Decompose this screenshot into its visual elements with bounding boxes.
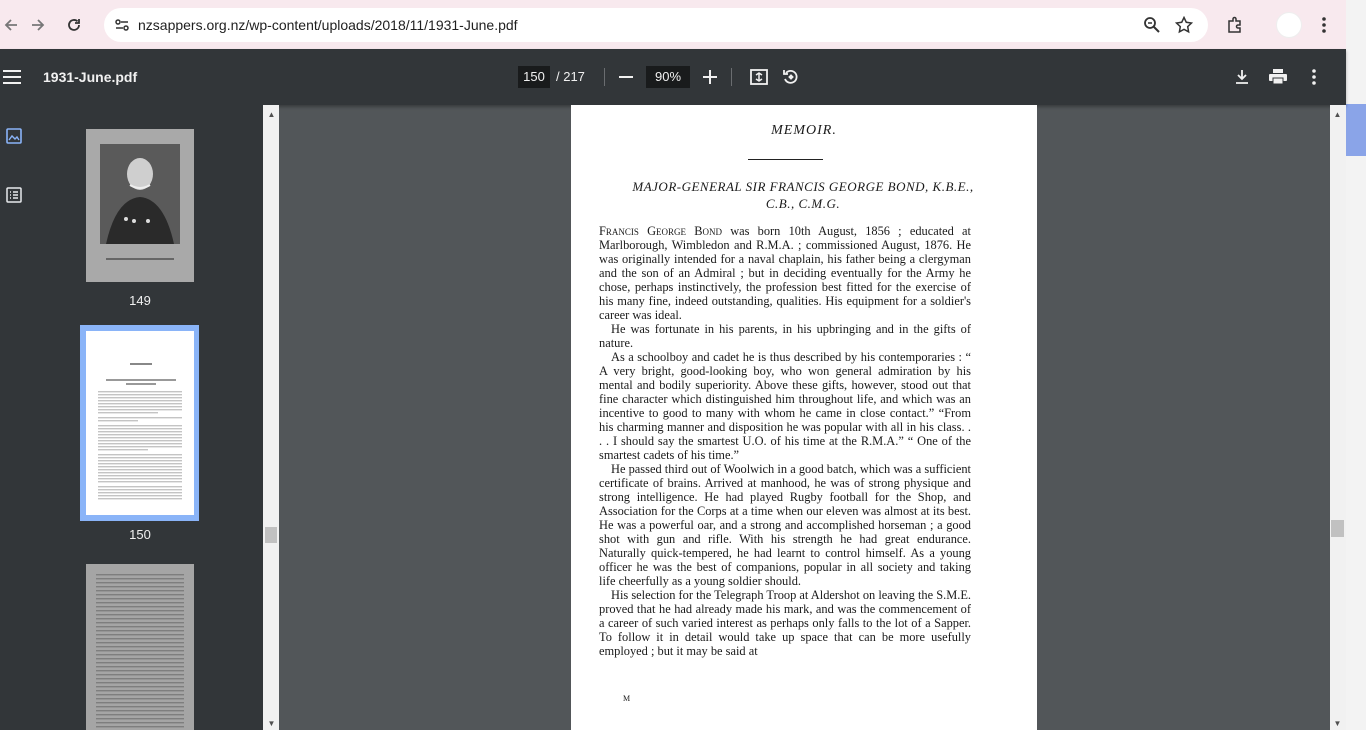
more-actions-icon[interactable] (1302, 65, 1326, 89)
zoom-in-icon[interactable] (698, 65, 722, 89)
paragraph-2: He was fortunate in his parents, in his upbringing and in the gifts of nature. (599, 322, 971, 350)
download-icon[interactable] (1230, 65, 1254, 89)
pdf-toolbar (0, 49, 1346, 105)
document-scrollbar-thumb[interactable] (1331, 520, 1344, 537)
page-preview-lines (86, 564, 194, 730)
url-text[interactable]: nzsappers.org.nz/wp-content/uploads/2018/11/1931-June.pdf (138, 17, 518, 33)
print-icon[interactable] (1266, 65, 1290, 89)
portrait-photo (86, 129, 194, 282)
browser-menu-icon[interactable] (1309, 10, 1339, 40)
sidebar-scrollbar-thumb[interactable] (265, 527, 277, 543)
pdf-page (571, 105, 1037, 730)
document-scrollbar[interactable] (1330, 105, 1346, 730)
address-bar[interactable] (104, 8, 1208, 42)
title-rule (748, 159, 823, 160)
rotate-icon[interactable] (779, 65, 803, 89)
outline-view-icon[interactable] (5, 186, 23, 204)
thumbnail-page-number: 149 (129, 293, 151, 308)
bookmark-star-icon[interactable] (1174, 15, 1194, 35)
thumbnail-page-150[interactable] (86, 331, 194, 515)
paragraph-5: His selection for the Telegraph Troop at Aldershot on leaving the S.M.E. proved that he had already made his mark, and was the commencement of a career of such varied interest as perhaps only falls to the lot of a Sapper. To follow it in detail would take up space that can be more usefully employed ; but it may be said at (599, 588, 971, 658)
heading-line-2: C.B., C.M.G. (765, 196, 841, 211)
thumbnail-sidebar (0, 105, 263, 730)
paragraph-1-text: was born 10th August, 1856 ; educated at Marlborough, Wimbledon and R.M.A. ; commissioned August, 1876. He was originally intended for a naval chaplain, his father being a clergyman and the son of an Admiral ; but in deciding eventually for the Army he chose, perhaps instinctively, the profession best fitted for the exercise of his many fine, indeed outstanding, qualities. His equipment for a soldier's career was ideal. (599, 224, 971, 322)
memoir-body (599, 224, 971, 658)
heading-line-1: MAJOR-GENERAL SIR FRANCIS GEORGE BOND, K.B.E., (632, 179, 974, 194)
forward-icon[interactable] (23, 10, 53, 40)
memoir-heading (591, 178, 1015, 212)
browser-toolbar (0, 0, 1366, 49)
thumbnail-page-151[interactable] (86, 564, 194, 730)
sidebar-menu-icon[interactable] (0, 65, 24, 89)
profile-avatar[interactable] (1276, 12, 1302, 38)
subject-name: Francis George Bond (599, 224, 722, 238)
thumbnails-view-icon[interactable] (5, 127, 23, 145)
scroll-down-arrow-icon[interactable]: ▼ (1333, 718, 1342, 728)
paragraph-1 (599, 224, 971, 322)
paragraph-3: As a schoolboy and cadet he is thus described by his contemporaries : “ A very bright, good-looking boy, who won general admiration by his mental and bodily superiority. Above these gifts, however, stood out that fine character which distinguished him throughout life, and which was an incentive to good to many with whom he came in close contact.” “From his charming manner and disposition he was popular with all in his class. . . . I should say the smartest U.O. of his time at the R.M.A.” “ One of the smartest cadets of his time.” (599, 350, 971, 462)
scroll-up-arrow-icon[interactable]: ▲ (267, 109, 276, 119)
site-info-icon[interactable] (114, 17, 130, 33)
side-panel-accent (1346, 104, 1366, 156)
thumbnail-page-number: 150 (129, 527, 151, 542)
page-total: / 217 (556, 69, 585, 84)
paragraph-4: He passed third out of Woolwich in a good batch, which was a sufficient certificate of brains. Arrived at manhood, he was of strong physique and strong intelligence. He had played Rugby football for the Shop, and Association for the Corps at a time when our eleven was almost at its best. He was a powerful oar, and a strong and accomplished horseman ; a good shot with gun and rifle. With his strength he had great endurance. Naturally quick-tempered, he had learnt to control himself. As a young officer he was the best of companions, popular in all society and taking life cheerfully as a young soldier should. (599, 462, 971, 588)
zoom-out-icon[interactable] (614, 65, 638, 89)
zoom-icon[interactable] (1142, 15, 1162, 35)
divider (604, 68, 605, 86)
extensions-icon[interactable] (1220, 10, 1250, 40)
page-number-input[interactable]: 150 (518, 66, 550, 88)
pdf-title: 1931-June.pdf (43, 69, 138, 85)
fit-page-icon[interactable] (747, 65, 771, 89)
scroll-up-arrow-icon[interactable]: ▲ (1333, 109, 1342, 119)
page-preview-lines (86, 331, 194, 515)
signature-mark: M (623, 694, 631, 703)
sidebar-scrollbar[interactable] (263, 105, 279, 730)
thumbnail-page-149[interactable] (86, 129, 194, 282)
scroll-down-arrow-icon[interactable]: ▼ (267, 718, 276, 728)
divider (731, 68, 732, 86)
zoom-level-input[interactable]: 90% (646, 66, 690, 88)
memoir-title: MEMOIR. (771, 123, 837, 138)
reload-icon[interactable] (59, 10, 89, 40)
